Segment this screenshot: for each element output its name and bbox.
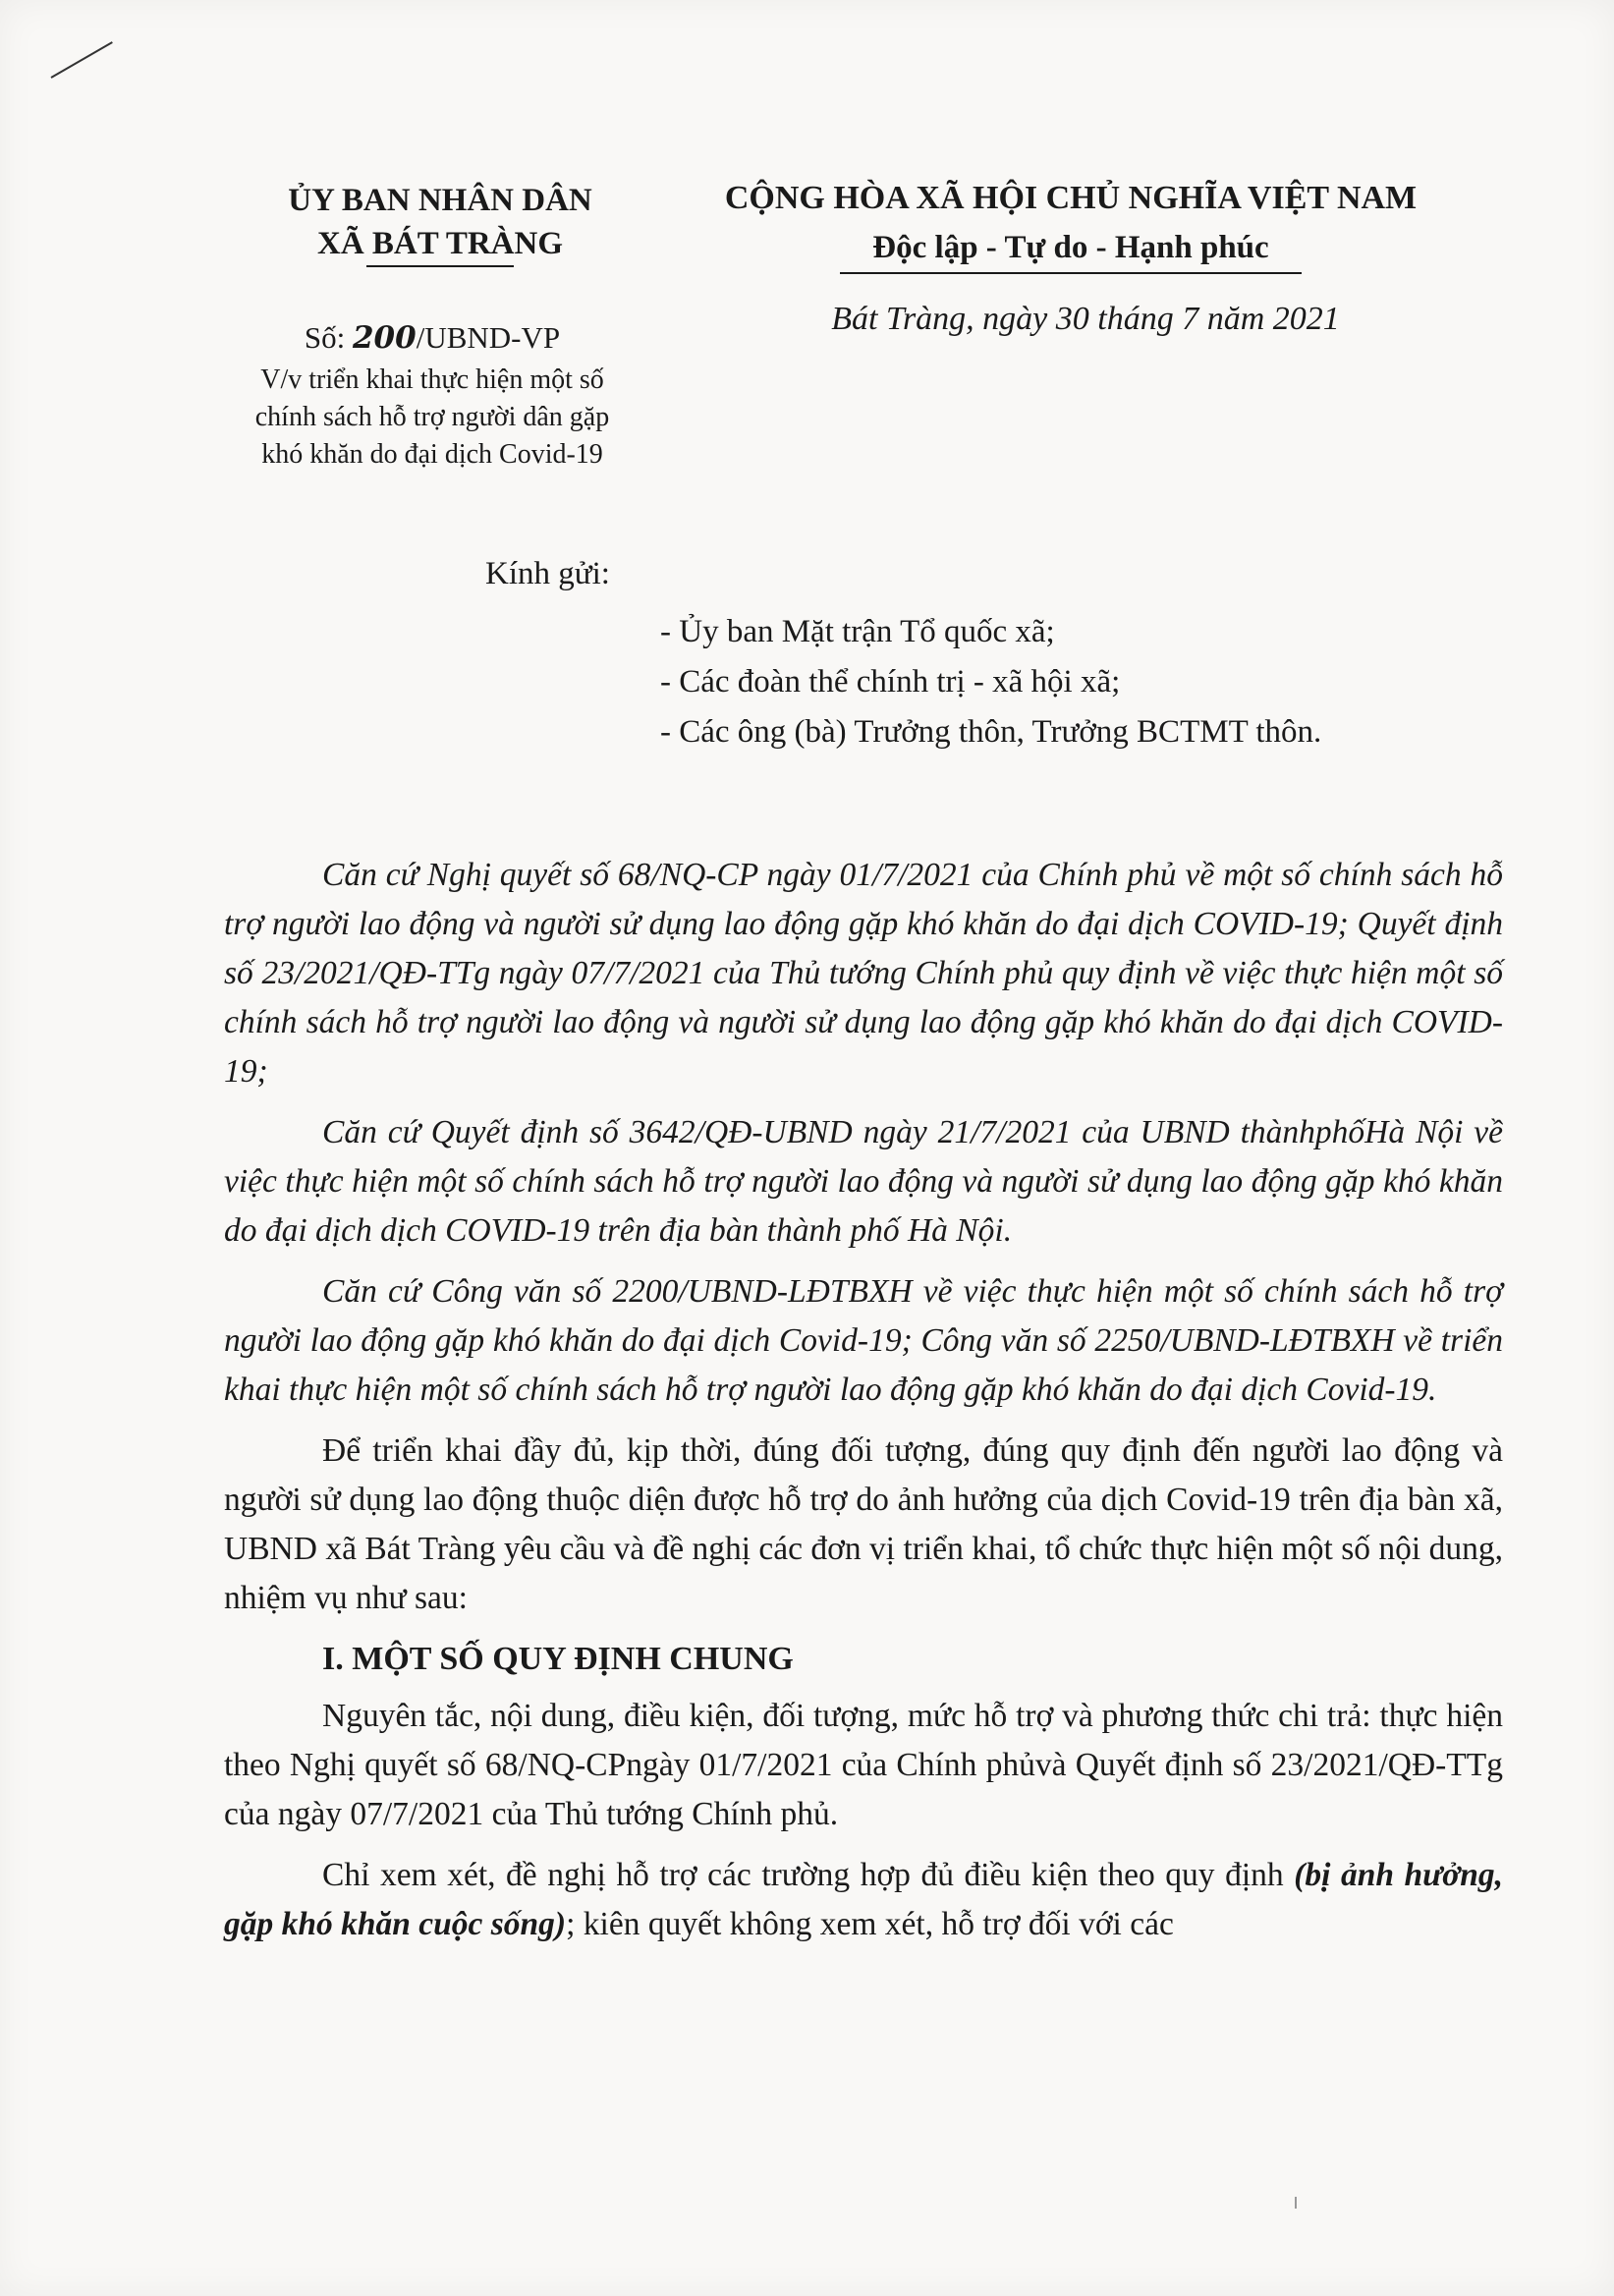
pen-stroke-mark — [51, 41, 113, 79]
subject-line-1: V/v triển khai thực hiện một số — [260, 364, 604, 395]
recipient-item: - Các ông (bà) Trưởng thôn, Trưởng BCTMT thôn. — [660, 714, 1322, 750]
org-line-2: XÃ BÁT TRÀNG — [317, 226, 563, 261]
eligibility-paragraph — [224, 1851, 1503, 1949]
doc-number-handwritten: 200 — [352, 320, 417, 356]
section-1-title: I. MỘT SỐ QUY ĐỊNH CHUNG — [322, 1641, 794, 1677]
recipient-item: - Ủy ban Mặt trận Tổ quốc xã; — [660, 614, 1055, 649]
org-underline — [366, 265, 514, 267]
subject-line-3: khó khăn do đại dịch Covid-19 — [261, 439, 603, 470]
issuing-organization — [234, 179, 646, 267]
doc-number-suffix: /UBND-VP — [416, 320, 561, 355]
recipient-item: - Các đoàn thể chính trị - xã hội xã; — [660, 664, 1121, 700]
national-motto: Độc lập - Tự do - Hạnh phúc — [872, 230, 1269, 265]
document-subject — [196, 362, 668, 474]
national-heading — [688, 174, 1454, 274]
eligibility-text-start: Chỉ xem xét, đề nghị hỗ trợ các trường hợp đủ điều kiện theo quy định — [322, 1857, 1295, 1893]
scan-speck — [1295, 2197, 1297, 2209]
purpose-paragraph: Để triển khai đầy đủ, kịp thời, đúng đối tượng, đúng quy định đến người lao động và người sử dụng lao động thuộc diện được hỗ trợ do ảnh hưởng của dịch Covid-19 trên địa bàn xã, UBND xã Bát Tràng yêu cầu và đề nghị các đơn vị triển khai, tổ chức thực hiện một số nội dung, nhiệm vụ như sau: — [224, 1432, 1503, 1616]
document-number — [196, 320, 668, 356]
recipients-list — [660, 607, 1321, 757]
recipients-label: Kính gửi: — [485, 556, 610, 591]
subject-line-2: chính sách hỗ trợ người dân gặp — [254, 402, 610, 432]
eligibility-emphasis: (bị ảnh hưởng, gặp khó khăn cuộc sống) — [224, 1857, 1503, 1942]
place-and-date: Bát Tràng, ngày 30 tháng 7 năm 2021 — [831, 301, 1340, 337]
general-rules-paragraph: Nguyên tắc, nội dung, điều kiện, đối tượng, mức hỗ trợ và phương thức chi trả: thực hiện theo Nghị quyết số 68/NQ-CPngày 01/7/2021 của Chính phủvà Quyết định số 23/2021/QĐ-TTg của ngày 07/7/2021 của Thủ tướng Chính phủ. — [224, 1698, 1503, 1832]
document-body — [224, 851, 1503, 1961]
legal-basis-paragraph-1: Căn cứ Nghị quyết số 68/NQ-CP ngày 01/7/2021 của Chính phủ về một số chính sách hỗ trợ người lao động và người sử dụng lao động gặp khó khăn do đại dịch COVID-19; Quyết định số 23/2021/QĐ-TTg ngày 07/7/2021 của Thủ tướng Chính phủ quy định về việc thực hiện một số chính sách hỗ trợ người lao động và người sử dụng lao động gặp khó khăn do đại dịch COVID-19; — [224, 857, 1503, 1090]
org-line-1: ỦY BAN NHÂN DÂN — [288, 183, 592, 218]
eligibility-text-end: ; kiên quyết không xem xét, hỗ trợ đối với các — [566, 1906, 1174, 1942]
legal-basis-paragraph-3: Căn cứ Công văn số 2200/UBND-LĐTBXH về việc thực hiện một số chính sách hỗ trợ người lao động gặp khó khăn do đại dịch Covid-19; Công văn số 2250/UBND-LĐTBXH về triển khai thực hiện một số chính sách hỗ trợ người lao động gặp khó khăn do đại dịch Covid-19. — [224, 1273, 1503, 1408]
legal-basis-paragraph-2: Căn cứ Quyết định số 3642/QĐ-UBND ngày 21/7/2021 của UBND thànhphốHà Nội về việc thực hiện một số chính sách hỗ trợ người lao động và người sử dụng lao động gặp khó khăn do đại dịch dịch COVID-19 trên địa bàn thành phố Hà Nội. — [224, 1114, 1503, 1249]
motto-underline — [840, 272, 1302, 274]
doc-number-prefix: Số: — [304, 320, 346, 355]
nation-title: CỘNG HÒA XÃ HỘI CHỦ NGHĨA VIỆT NAM — [724, 180, 1418, 216]
